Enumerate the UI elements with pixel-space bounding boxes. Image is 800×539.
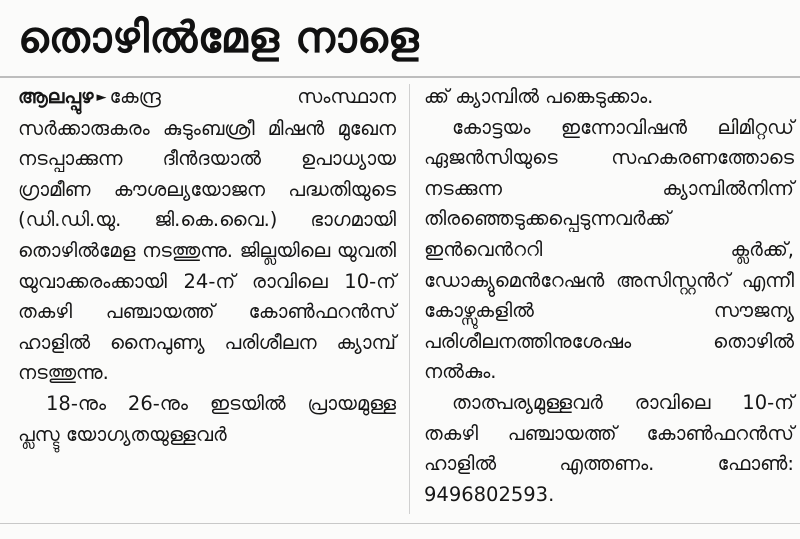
headline: തൊഴിൽമേള നാളെ — [18, 13, 420, 63]
paragraph-1 — [18, 82, 396, 389]
paragraph-3: കോട്ടയം ഇന്നോവിഷൻ ലിമിറ്റഡ് ഏജൻസിയുടെ സഹകരണത്തോടെ നടക്കുന്ന ക്യാമ്പിൽനിന്ന് തിരഞ്ഞെടുക്കപ്പെടുന്നവർക്ക് ഇൻവെൻററി ക്ലർക്ക്, ഡോക്യുമെൻറേഷൻ അസിസ്റ്റൻറ് എന്നീ കോഴ്സുകളിൽ സൗജന്യ പരിശീലനത്തിനുശേഷം തൊഴിൽ നൽകും. — [424, 115, 794, 384]
paragraph-1-text: കേന്ദ്ര സംസ്ഥാന സർക്കാരുകരം കുടുംബശ്രീ മിഷൻ മുഖേന നടപ്പാക്കുന്ന ദീൻദയാൽ ഉപാധ്യായ ഗ്രാമീണ കൗശല്യയോജന പദ്ധതിയുടെ (ഡി.ഡി.യു. ജി.കെ.വൈ.) ഭാഗമായി തൊഴിൽമേള നടത്തുന്നു. ജില്ലയിലെ യുവതി യുവാക്കരംക്കായി 24-ന് രാവിലെ 10-ന് തകഴി പഞ്ചായത്ത് കോൺഫറൻസ് ഹാളിൽ നൈപുണ്യ പരിശീലന ക്യാമ്പ് നടത്തുന്നു. — [18, 85, 396, 385]
paragraph-4: താത്പര്യമുള്ളവർ രാവിലെ 10-ന് തകഴി പഞ്ചായത്ത് കോൺഫറൻസ് ഹാളിൽ എത്തണം. ഫോൺ: 9496802593. — [424, 390, 794, 506]
paragraph-2: 18-നും 26-നും ഇടയിൽ പ്രായമുള്ള പ്ലസ്ടു യോഗ്യതയുള്ളവർ — [18, 391, 396, 446]
headline-divider — [0, 76, 800, 78]
article-column-left — [18, 82, 396, 450]
column-divider — [409, 84, 410, 514]
article-column-right — [424, 82, 794, 510]
bottom-divider — [0, 523, 800, 524]
dateline-arrow-icon: ► — [96, 90, 107, 105]
dateline: ആലപ്പുഴ — [18, 85, 94, 108]
paragraph-2-continued: ക്ക് ക്യാമ്പിൽ പങ്കെടുക്കാം. — [424, 85, 654, 108]
